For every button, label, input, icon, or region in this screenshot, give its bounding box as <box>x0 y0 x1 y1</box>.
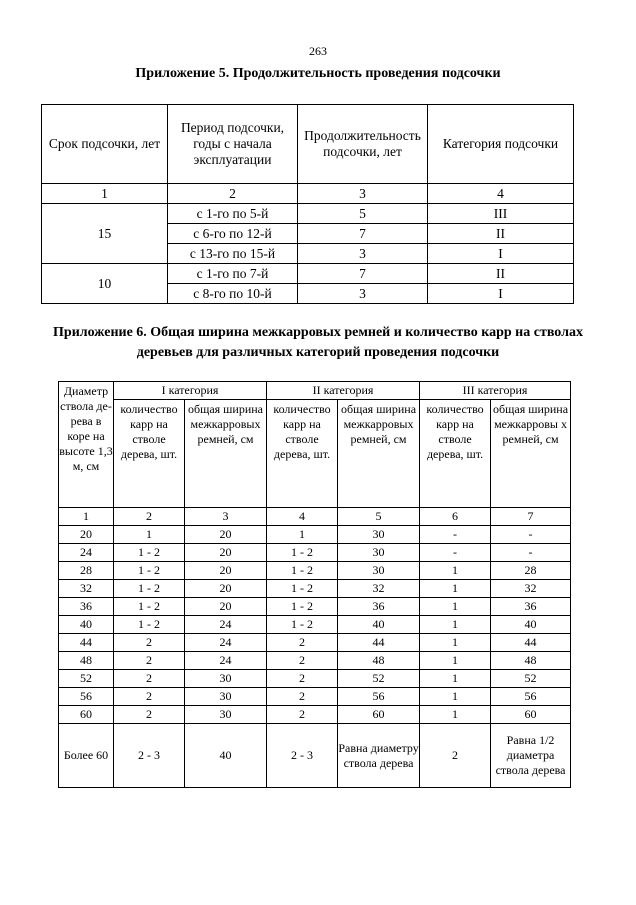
column-number: 3 <box>298 184 428 204</box>
table-cell: 2 <box>267 652 338 670</box>
table-row <box>59 670 571 688</box>
table-cell: 20 <box>59 526 114 544</box>
table-cell: 1 - 2 <box>267 562 338 580</box>
period-cell: с 6-го по 12-й <box>168 224 298 244</box>
table-cell: 2 <box>267 634 338 652</box>
table-row <box>59 526 571 544</box>
term-cell: 15 <box>42 204 168 264</box>
column-number: 1 <box>42 184 168 204</box>
table-cell: 24 <box>185 616 267 634</box>
header-strip-width: общая ширина межкарровы х ремней, см <box>491 400 571 508</box>
table-cell: 2 <box>114 670 185 688</box>
category-cell: I <box>428 284 574 304</box>
table-cell: 28 <box>59 562 114 580</box>
table-cell: 1 <box>420 652 491 670</box>
table-row <box>59 544 571 562</box>
table-cell: 32 <box>59 580 114 598</box>
table-cell: 60 <box>338 706 420 724</box>
period-cell: с 13-го по 15-й <box>168 244 298 264</box>
column-number: 4 <box>267 508 338 526</box>
duration-cell: 7 <box>298 264 428 284</box>
appendix5-title: Приложение 5. Продолжительность проведения подсочки <box>135 66 501 81</box>
table-cell: 20 <box>185 562 267 580</box>
table-cell: 2 <box>267 670 338 688</box>
table-cell: 20 <box>185 526 267 544</box>
table-cell: 56 <box>491 688 571 706</box>
header-diameter: Диаметр ствола де-рева в коре на высоте 1,3 м, см <box>59 382 114 508</box>
table-cell: 48 <box>491 652 571 670</box>
table-cell: - <box>491 544 571 562</box>
column-number: 2 <box>168 184 298 204</box>
header-strip-width: общая ширина межкарровых ремней, см <box>185 400 267 508</box>
table-cell: 1 <box>267 526 338 544</box>
table-cell: 1 <box>420 634 491 652</box>
table-cell: Равна 1/2 диаметра ствола дерева <box>491 724 571 788</box>
period-cell: с 8-го по 10-й <box>168 284 298 304</box>
table-cell: 32 <box>338 580 420 598</box>
duration-cell: 5 <box>298 204 428 224</box>
table-cell: 1 <box>420 688 491 706</box>
table-cell: 40 <box>491 616 571 634</box>
table-row <box>59 634 571 652</box>
table-cell: 24 <box>185 652 267 670</box>
table-cell: 30 <box>338 526 420 544</box>
table-cell: 48 <box>338 652 420 670</box>
table-cell: 1 <box>420 616 491 634</box>
table-row <box>59 688 571 706</box>
table-cell: 30 <box>185 688 267 706</box>
table-cell: 1 - 2 <box>267 598 338 616</box>
column-number: 3 <box>185 508 267 526</box>
table-cell: Более 60 <box>59 724 114 788</box>
column-number: 5 <box>338 508 420 526</box>
period-cell: с 1-го по 7-й <box>168 264 298 284</box>
table-cell: 20 <box>185 598 267 616</box>
header-tap-count: количество карр на стволе дерева, шт. <box>267 400 338 508</box>
table-cell: - <box>420 526 491 544</box>
table-cell: 30 <box>338 544 420 562</box>
category-cell: III <box>428 204 574 224</box>
term-cell: 10 <box>42 264 168 304</box>
table-cell: 44 <box>338 634 420 652</box>
appendix5-table <box>41 104 574 304</box>
header-strip-width: общая ширина межкарровых ремней, см <box>338 400 420 508</box>
table-cell: 1 <box>420 580 491 598</box>
column-number: 7 <box>491 508 571 526</box>
table-cell: 2 <box>267 688 338 706</box>
table-cell: 2 <box>114 688 185 706</box>
table-cell: 2 - 3 <box>267 724 338 788</box>
table-cell: 40 <box>338 616 420 634</box>
table-cell: 60 <box>491 706 571 724</box>
header-category-1: I категория <box>114 382 267 400</box>
table-cell: 52 <box>491 670 571 688</box>
appendix6-table <box>58 381 571 788</box>
table-cell: 1 <box>114 526 185 544</box>
column-number: 2 <box>114 508 185 526</box>
table-cell: 2 <box>114 652 185 670</box>
header-duration: Продолжительность подсочки, лет <box>298 105 428 184</box>
table-cell: 28 <box>491 562 571 580</box>
table-cell: 2 <box>114 706 185 724</box>
table-cell: 32 <box>491 580 571 598</box>
header-period: Период подсочки, годы с начала эксплуатации <box>168 105 298 184</box>
table-cell: - <box>491 526 571 544</box>
table-cell: 56 <box>338 688 420 706</box>
table-cell: Равна диаметру ствола дерева <box>338 724 420 788</box>
header-term: Срок подсочки, лет <box>42 105 168 184</box>
table-cell: 44 <box>59 634 114 652</box>
table-cell: 30 <box>185 670 267 688</box>
header-category: Категория подсочки <box>428 105 574 184</box>
table-cell: 1 - 2 <box>114 562 185 580</box>
table-row <box>59 598 571 616</box>
table-cell: 36 <box>491 598 571 616</box>
category-cell: II <box>428 224 574 244</box>
table-cell: 1 - 2 <box>114 544 185 562</box>
table-cell: 1 <box>420 706 491 724</box>
table-cell: 20 <box>185 580 267 598</box>
page-number: 263 <box>309 44 327 58</box>
table-cell: 40 <box>59 616 114 634</box>
table-cell: 2 <box>267 706 338 724</box>
table-cell: 48 <box>59 652 114 670</box>
period-cell: с 1-го по 5-й <box>168 204 298 224</box>
table-cell: 36 <box>59 598 114 616</box>
table-cell: 2 <box>420 724 491 788</box>
table-cell: 1 <box>420 598 491 616</box>
table-row <box>42 204 574 224</box>
table-cell: 24 <box>185 634 267 652</box>
duration-cell: 3 <box>298 244 428 264</box>
table-row <box>59 616 571 634</box>
column-number: 1 <box>59 508 114 526</box>
table-cell: 36 <box>338 598 420 616</box>
table-cell: 1 - 2 <box>267 580 338 598</box>
table-row <box>42 264 574 284</box>
duration-cell: 7 <box>298 224 428 244</box>
table-cell: 1 - 2 <box>267 544 338 562</box>
header-category-2: II категория <box>267 382 420 400</box>
table-row <box>59 724 571 788</box>
header-tap-count: количество карр на стволе дерева, шт. <box>420 400 491 508</box>
table-row <box>59 562 571 580</box>
table-cell: 1 - 2 <box>114 580 185 598</box>
category-cell: II <box>428 264 574 284</box>
table-cell: 52 <box>338 670 420 688</box>
table-cell: 2 <box>114 634 185 652</box>
table-cell: 40 <box>185 724 267 788</box>
column-number: 4 <box>428 184 574 204</box>
duration-cell: 3 <box>298 284 428 304</box>
table-cell: 1 <box>420 562 491 580</box>
table-cell: 1 - 2 <box>114 598 185 616</box>
table-row <box>59 706 571 724</box>
table-cell: 30 <box>338 562 420 580</box>
category-cell: I <box>428 244 574 264</box>
table-cell: 30 <box>185 706 267 724</box>
table-cell: 56 <box>59 688 114 706</box>
header-category-3: III категория <box>420 382 571 400</box>
column-number: 6 <box>420 508 491 526</box>
header-tap-count: количество карр на стволе дерева, шт. <box>114 400 185 508</box>
table-cell: 60 <box>59 706 114 724</box>
table-cell: 20 <box>185 544 267 562</box>
table-cell: 1 - 2 <box>267 616 338 634</box>
table-row <box>59 580 571 598</box>
table-cell: 24 <box>59 544 114 562</box>
table-cell: 1 - 2 <box>114 616 185 634</box>
appendix6-title: Приложение 6. Общая ширина межкарровых ремней и количество карр на стволах деревьев для различных категорий проведения подсочки <box>53 325 583 360</box>
table-cell: 52 <box>59 670 114 688</box>
table-cell: 44 <box>491 634 571 652</box>
table-cell: 1 <box>420 670 491 688</box>
table-cell: 2 - 3 <box>114 724 185 788</box>
table-row <box>59 652 571 670</box>
table-cell: - <box>420 544 491 562</box>
